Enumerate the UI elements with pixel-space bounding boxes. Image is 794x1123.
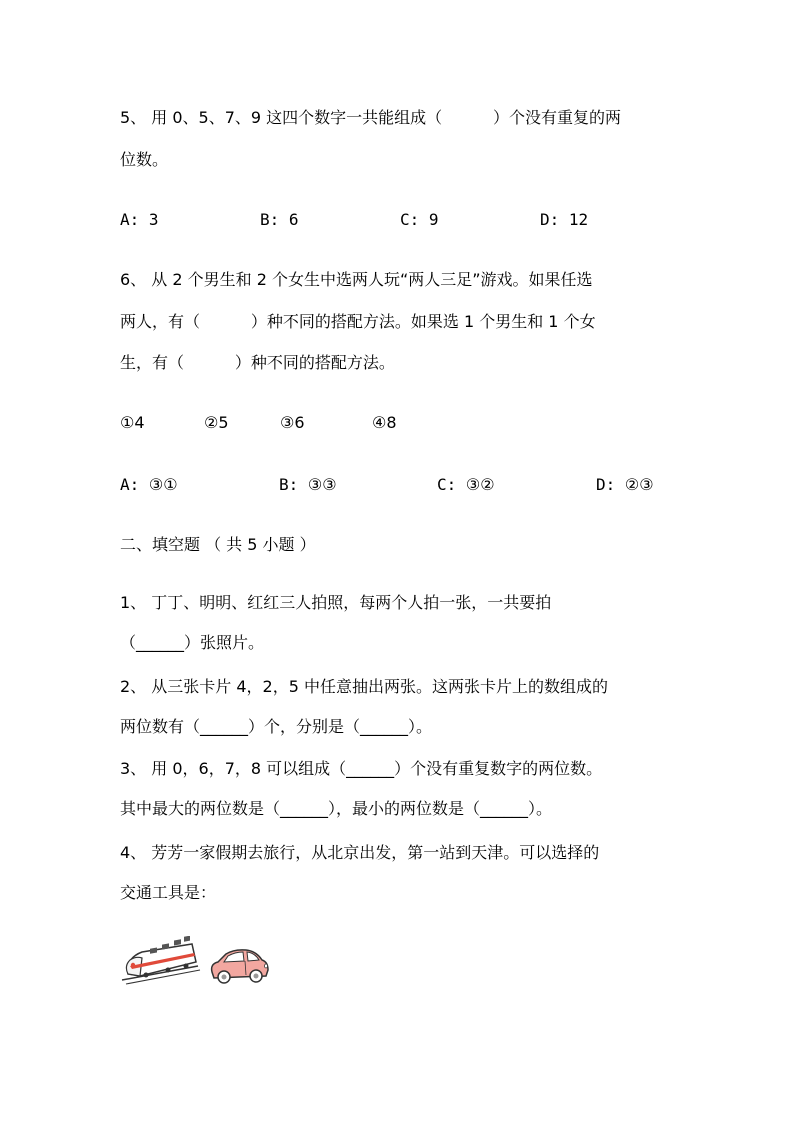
q6-choice-4: ④8 [372,413,397,432]
transport-illustrations [120,936,270,986]
q6-option-b: B: ③③ [279,475,337,494]
train-icon [122,936,200,984]
q6-line-2: 两人，有（ ）种不同的搭配方法。如果选 1 个男生和 1 个女 [120,312,596,331]
fill-4-line-2: 交通工具是： [120,883,217,902]
q5-line-1: 5、 用 0、5、7、9 这四个数字一共能组成（ ）个没有重复的两 [120,108,622,127]
q5-option-a: A: 3 [120,210,159,229]
q5-line-2: 位数。 [120,150,169,169]
q6-option-c: C: ③② [437,475,495,494]
q6-choice-1: ①4 [120,413,145,432]
q6-line-3: 生，有（ ）种不同的搭配方法。 [120,353,395,372]
q6-choice-2: ②5 [204,413,229,432]
fill-2-line-2: 两位数有（______）个，分别是（______）。 [120,717,433,736]
q6-option-d: D: ②③ [596,475,654,494]
section-heading-fill-in: 二、填空题 （ 共 5 小题 ） [120,535,316,554]
fill-3-line-2: 其中最大的两位数是（______），最小的两位数是（______）。 [120,799,553,818]
fill-1-line-1: 1、 丁丁、明明、红红三人拍照，每两个人拍一张，一共要拍 [120,593,552,612]
q5-option-d: D: 12 [540,210,589,229]
fill-4-line-1: 4、 芳芳一家假期去旅行，从北京出发，第一站到天津。可以选择的 [120,843,600,862]
q5-option-c: C: 9 [400,210,439,229]
q6-option-a: A: ③① [120,475,178,494]
transport-illustrations-svg [120,936,270,986]
q5-option-b: B: 6 [260,210,299,229]
fill-1-line-2: （______）张照片。 [120,633,265,652]
q6-line-1: 6、 从 2 个男生和 2 个女生中选两人玩“两人三足”游戏。如果任选 [120,270,593,289]
q6-choice-3: ③6 [280,413,305,432]
fill-3-line-1: 3、 用 0，6，7，8 可以组成（______）个没有重复数字的两位数。 [120,759,603,778]
fill-2-line-1: 2、 从三张卡片 4，2，5 中任意抽出两张。这两张卡片上的数组成的 [120,677,608,696]
car-icon [212,950,268,983]
